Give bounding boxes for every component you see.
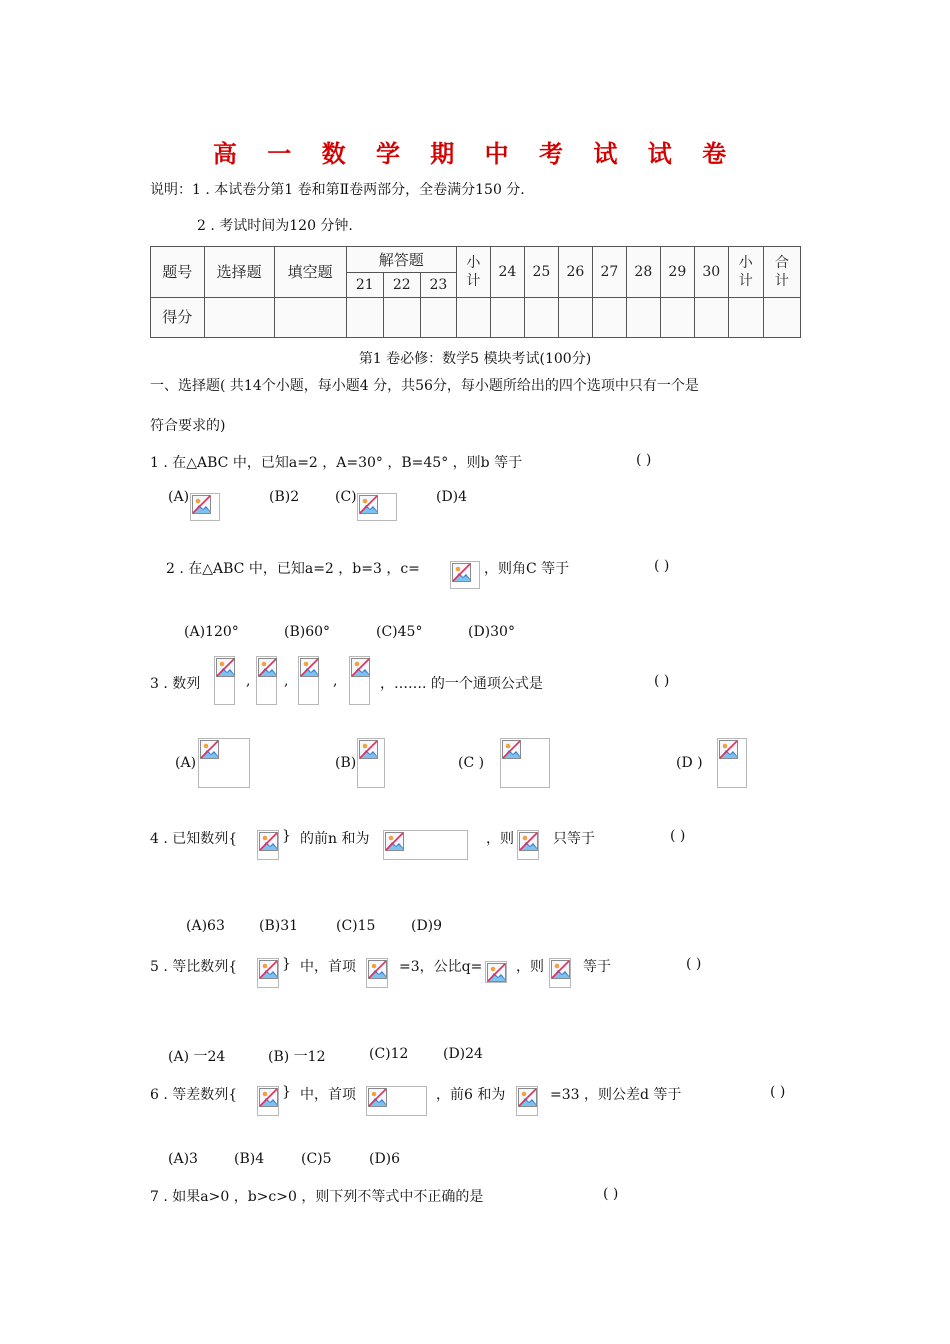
q3-answer-paren[interactable]: ( ) (654, 673, 670, 689)
formula-image (357, 493, 397, 521)
q3-comma-3: , (333, 673, 338, 689)
formula-image (383, 830, 468, 860)
broken-image-icon (487, 963, 506, 982)
section-intro-1: 一、选择题( 共14个小题，每小题4 分，共56分，每小题所给出的四个选项中只有一个是 (150, 378, 699, 394)
formula-image (257, 1086, 279, 1116)
score-input[interactable] (558, 297, 592, 337)
q4-stem-a: 4 . 已知数列{ (150, 831, 238, 847)
score-input[interactable] (346, 297, 383, 337)
broken-image-icon (452, 563, 471, 582)
broken-image-icon (368, 960, 387, 979)
q1-option-c[interactable]: (C) (335, 489, 357, 505)
cell-24: 24 (490, 247, 524, 298)
q5-stem-e: 等于 (583, 959, 611, 975)
q3-comma-1: , (246, 673, 251, 689)
q5-option-c[interactable]: (C)12 (369, 1046, 409, 1062)
q6-stem-c: ，前6 和为 (436, 1087, 506, 1103)
cell-29: 29 (660, 247, 694, 298)
q5-stem-c: =3，公比q= (399, 959, 483, 975)
formula-image (717, 738, 747, 788)
formula-image (190, 493, 220, 521)
cell-tiankong: 填空题 (274, 247, 346, 298)
formula-image (349, 656, 370, 705)
q4-stem-d: 只等于 (553, 831, 595, 847)
q2-option-d[interactable]: (D)30° (468, 624, 515, 640)
formula-image (549, 958, 571, 988)
formula-image (256, 656, 277, 705)
q2-option-b[interactable]: (B)60° (284, 624, 331, 640)
cell-21: 21 (346, 273, 383, 297)
q4-brace: } (282, 828, 291, 844)
broken-image-icon (359, 495, 378, 514)
formula-image (257, 830, 279, 860)
formula-image (366, 1086, 427, 1116)
cell-26: 26 (558, 247, 592, 298)
cell-27: 27 (592, 247, 626, 298)
q4-option-a[interactable]: (A)63 (186, 918, 225, 934)
broken-image-icon (351, 658, 370, 677)
q6-option-d[interactable]: (D)6 (369, 1151, 401, 1167)
q5-option-b[interactable]: (B) 一12 (268, 1049, 326, 1065)
broken-image-icon (551, 960, 570, 979)
cell-22: 22 (383, 273, 420, 297)
score-input[interactable] (592, 297, 626, 337)
q3-option-c[interactable]: (C ) (458, 755, 485, 771)
q2-option-c[interactable]: (C)45° (376, 624, 423, 640)
cell-xiaoji-2: 小计 (728, 247, 763, 298)
q2-stem-b: ，则角C 等于 (484, 561, 570, 577)
q1-option-a[interactable]: (A) (168, 489, 190, 505)
cell-23: 23 (420, 273, 456, 297)
cell-jieda: 解答题 (346, 247, 456, 273)
q4-option-b[interactable]: (B)31 (259, 918, 299, 934)
q4-answer-paren[interactable]: ( ) (670, 828, 686, 844)
cell-tihao: 题号 (151, 247, 205, 298)
formula-image (516, 1086, 538, 1116)
q5-stem-a: 5 . 等比数列{ (150, 959, 238, 975)
cell-defen: 得分 (151, 297, 205, 337)
q6-brace: } (282, 1084, 291, 1100)
q6-option-c[interactable]: (C)5 (301, 1151, 332, 1167)
score-input[interactable] (694, 297, 728, 337)
broken-image-icon (200, 740, 219, 759)
formula-image (298, 656, 319, 705)
q6-option-b[interactable]: (B)4 (234, 1151, 265, 1167)
score-input[interactable] (490, 297, 524, 337)
q3-stem-a: 3 . 数列 (150, 676, 201, 692)
formula-image (485, 961, 507, 983)
formula-image (214, 656, 235, 705)
broken-image-icon (359, 740, 378, 759)
cell-xuanze: 选择题 (204, 247, 274, 298)
cell-28: 28 (626, 247, 660, 298)
q1-option-d[interactable]: (D)4 (436, 489, 468, 505)
formula-image (450, 561, 480, 589)
note-1: 说明：1 . 本试卷分第1 卷和第Ⅱ卷两部分，全卷满分150 分. (150, 182, 525, 198)
q5-option-d[interactable]: (D)24 (443, 1046, 483, 1062)
broken-image-icon (259, 1088, 278, 1107)
q5-stem-b: 中，首项 (300, 959, 356, 975)
q2-stem-a: 2 . 在△ABC 中，已知a=2 ，b=3 ，c= (166, 561, 420, 577)
q6-option-a[interactable]: (A)3 (168, 1151, 198, 1167)
q2-option-a[interactable]: (A)120° (184, 624, 239, 640)
q5-brace: } (282, 956, 291, 972)
broken-image-icon (519, 832, 538, 851)
score-input[interactable] (274, 297, 346, 337)
cell-30: 30 (694, 247, 728, 298)
score-input[interactable] (763, 297, 800, 337)
q7-answer-paren[interactable]: ( ) (603, 1186, 619, 1202)
broken-image-icon (385, 832, 404, 851)
broken-image-icon (518, 1088, 537, 1107)
formula-image (357, 738, 385, 788)
score-input[interactable] (524, 297, 558, 337)
q2-answer-paren[interactable]: ( ) (654, 558, 670, 574)
score-input[interactable] (204, 297, 274, 337)
section-heading: 第1 卷必修：数学5 模块考试(100分) (358, 351, 592, 367)
score-input[interactable] (626, 297, 660, 337)
q6-stem-d: =33 ，则公差d 等于 (550, 1087, 682, 1103)
q4-stem-b: 的前n 和为 (300, 831, 370, 847)
q5-answer-paren[interactable]: ( ) (686, 956, 702, 972)
broken-image-icon (258, 658, 277, 677)
broken-image-icon (368, 1088, 387, 1107)
q4-option-c[interactable]: (C)15 (336, 918, 376, 934)
note-2: 2 . 考试时间为120 分钟. (197, 218, 353, 234)
q7-stem: 7 . 如果a>0 ，b>c>0 ，则下列不等式中不正确的是 (150, 1189, 484, 1205)
formula-image (500, 738, 550, 788)
score-table (150, 246, 801, 338)
q6-answer-paren[interactable]: ( ) (770, 1084, 786, 1100)
cell-xiaoji-1: 小计 (456, 247, 490, 298)
q5-stem-d: ，则 (516, 959, 544, 975)
page-title: 高 一 数 学 期 中 考 试 试 卷 (212, 139, 738, 168)
broken-image-icon (719, 740, 738, 759)
q4-stem-c: ，则 (486, 831, 514, 847)
score-input[interactable] (660, 297, 694, 337)
formula-image (198, 738, 250, 788)
score-input[interactable] (456, 297, 490, 337)
broken-image-icon (216, 658, 235, 677)
q3-comma-2: , (284, 673, 289, 689)
q1-stem: 1 . 在△ABC 中，已知a=2 ，A=30° ，B=45° ，则b 等于 (150, 455, 523, 471)
broken-image-icon (259, 832, 278, 851)
broken-image-icon (502, 740, 521, 759)
q6-stem-b: 中，首项 (300, 1087, 356, 1103)
broken-image-icon (300, 658, 319, 677)
q1-answer-paren[interactable]: ( ) (636, 452, 652, 468)
section-intro-2: 符合要求的) (150, 418, 226, 434)
formula-image (517, 830, 539, 860)
score-input[interactable] (420, 297, 456, 337)
q6-stem-a: 6 . 等差数列{ (150, 1087, 238, 1103)
cell-heji: 合计 (763, 247, 800, 298)
q1-option-b[interactable]: (B)2 (269, 489, 300, 505)
q4-option-d[interactable]: (D)9 (411, 918, 443, 934)
broken-image-icon (192, 495, 211, 514)
score-input[interactable] (728, 297, 763, 337)
q3-option-d[interactable]: (D ) (676, 755, 703, 771)
q3-option-b[interactable]: (B) (335, 755, 357, 771)
formula-image (366, 958, 388, 988)
q3-option-a[interactable]: (A) (175, 755, 197, 771)
formula-image (257, 958, 279, 988)
q3-stem-b: ，……. 的一个通项公式是 (380, 676, 543, 692)
score-input[interactable] (383, 297, 420, 337)
cell-25: 25 (524, 247, 558, 298)
broken-image-icon (259, 960, 278, 979)
q5-option-a[interactable]: (A) 一24 (168, 1049, 226, 1065)
